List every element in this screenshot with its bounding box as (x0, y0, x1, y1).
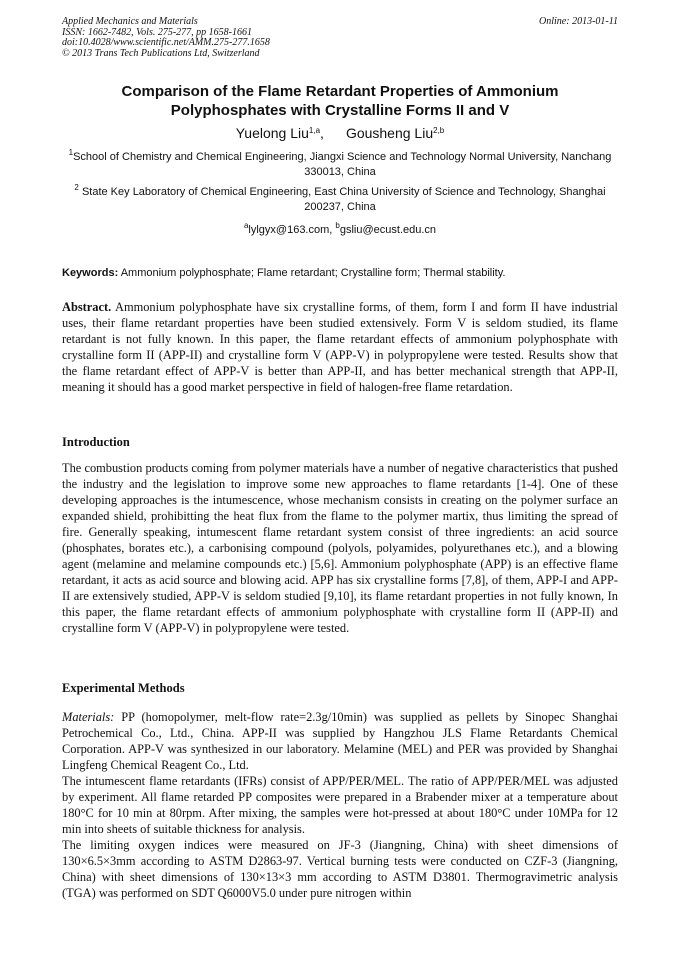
author-name: Yuelong Liu (235, 125, 309, 141)
materials-label: Materials: (62, 710, 115, 724)
email-address: gsliu@ecust.edu.cn (339, 224, 437, 236)
journal-header (62, 17, 618, 59)
journal-name: Applied Mechanics and Materials (62, 16, 198, 27)
author-list (62, 125, 618, 142)
affiliation-text: State Key Laboratory of Chemical Engineering, East China University of Science and Technology, Shanghai 200237, China (81, 186, 606, 213)
email-superscript: b (335, 221, 340, 230)
email-superscript: a (243, 221, 249, 230)
paper-title (62, 82, 618, 120)
methods-paragraph-2: The intumescent flame retardants (IFRs) consist of APP/PER/MEL. The ratio of APP/PER/MEL was adjusted by experiment. All flame retarded PP composites were prepared in a Brabender mixer at a temperature about 180°C for 10 min at 80rpm. After mixing, the samples were hot-pressed at about 180°C under 10MPa for 12 min into sheets of suitable thickness for analysis. (62, 774, 618, 836)
journal-copyright: © 2013 Trans Tech Publications Ltd, Switzerland (62, 47, 260, 59)
email-separator: , (329, 224, 336, 236)
keywords-text: Ammonium polyphosphate; Flame retardant; Crystalline form; Thermal stability. (120, 267, 506, 279)
title-line-1: Comparison of the Flame Retardant Properties of Ammonium (121, 83, 559, 100)
abstract (62, 299, 618, 395)
abstract-text: Ammonium polyphosphate have six crystalline forms, of them, form I and form II have industrial uses, their flame retardant properties have been studied extensively. Form V is seldom studied, its flame retardant is not fully known. In this paper, the flame retardant effects of ammonium polyphosphate with crystalline form II (APP-II) and crystalline form V (APP-V) in polypropylene were tested. Results show that the flame retardant effect of APP-V is better than APP-II, and has better mechanical strength that APP-II, meaning it should has a good market perspective in field of halogen-free flame retardation. (62, 300, 618, 394)
affiliation-2 (62, 185, 618, 215)
introduction-paragraph: The combustion products coming from polymer materials have a number of negative characteristics that pushed the industry and the legislation to improve some new approaches to flame retardants [1-4]. One of these developing approaches is the intumescence, whose mechanism consists in creating on the polymer surface an expanded shield, prohibitting the heat flux from the flame to the polymer martix, thus limiting the spread of fire. Generally speaking, intumescent flame retardant system consist of three ingredients: an acid source (phosphates, borates etc.), a carbonising compound (polyols, polyamides, polyurethanes etc.), and a blowing agent (melamine and melamine compounds etc.) [5,6]. Ammonium polyphosphate (APP) is an effective flame retardant, it acts as acid source and blowing acid. APP has six crystalline forms [7,8], of them, APP-I and APP-II are extensively studied, APP-V is seldom studied [9,10], its flame retardant properties in not fully known, In this paper, the flame retardant effects of ammonium polyphosphate with crystalline form II (APP-II) and crystalline form V (APP-V) in polypropylene were tested. (62, 461, 618, 635)
author-separator: , (320, 125, 324, 141)
affiliation-number: 1 (68, 148, 74, 157)
author-emails (62, 223, 618, 237)
journal-issn: ISSN: 1662-7482, Vols. 275-277, pp 1658-1661 (62, 26, 252, 38)
title-line-2: Polyphosphates with Crystalline Forms II and V (170, 102, 510, 119)
affiliation-1 (62, 150, 618, 180)
methods-text (62, 709, 618, 901)
author-superscript: 1,a (308, 126, 321, 135)
affiliation-text: School of Chemistry and Chemical Engineering, Jiangxi Science and Technology Normal University, Nanchang 330013, China (73, 151, 612, 178)
methods-paragraph-3: The limiting oxygen indices were measured on JF-3 (Jiangning, China) with sheet dimensions of 130×6.5×3mm according to ASTM D2863-97. Vertical burning tests were conducted on CZF-3 (Jiangning, China) with sheet dimensions of 130×13×3 mm according to ASTM D3801. Thermogravimetric analysis (TGA) was performed on SDT Q6000V5.0 under pure nitrogen within (62, 838, 618, 900)
introduction-text (62, 460, 618, 636)
keywords-label: Keywords: (62, 267, 119, 279)
online-date: Online: 2013-01-11 (539, 16, 618, 27)
author-name: Gousheng Liu (345, 125, 434, 141)
abstract-label: Abstract. (62, 300, 112, 314)
journal-doi: doi:10.4028/www.scientific.net/AMM.275-277.1658 (62, 37, 270, 48)
email-address: lylgyx@163.com (248, 224, 330, 236)
author-superscript: 2,b (433, 126, 445, 135)
introduction-heading: Introduction (62, 435, 130, 449)
materials-text: PP (homopolymer, melt-flow rate=2.3g/10min) was supplied as pellets by Sinopec Shanghai Petrochemical Co., Ltd., China. APP-II was supplied by Hangzhou JLS Flame Retardants Chemical Corporation. APP-V was synthesized in our laboratory. Melamine (MEL) and PER was provided by Shanghai Lingfeng Chemical Reagent Co., Ltd. (62, 710, 618, 772)
keywords (62, 266, 618, 280)
affiliation-number: 2 (74, 183, 79, 192)
methods-heading: Experimental Methods (62, 681, 185, 695)
